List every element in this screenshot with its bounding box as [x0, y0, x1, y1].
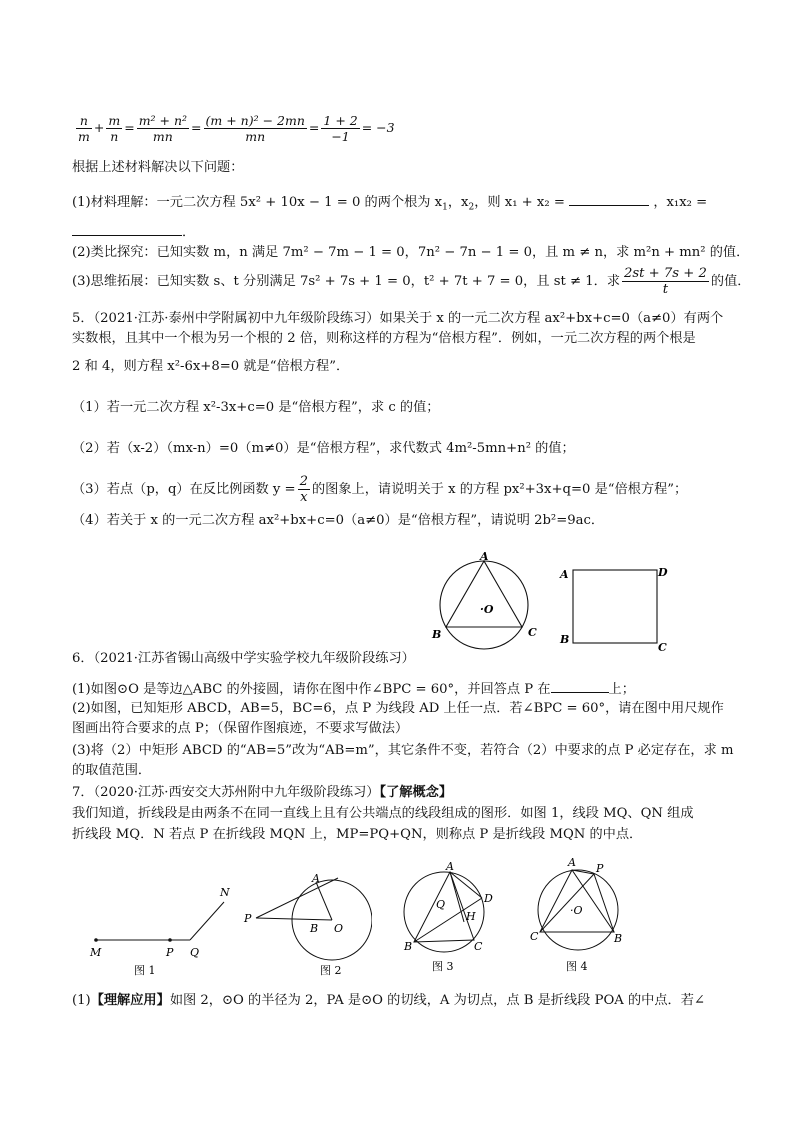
label-b: B	[310, 922, 319, 935]
label-a: A	[446, 862, 454, 873]
point-p	[168, 938, 172, 942]
segment-po	[256, 918, 332, 920]
q7-line1: 我们知道，折线段是由两条不在同一直线上且有公共端点的线段组成的图形．如图 1，线段 MQ、QN 组成	[72, 806, 694, 821]
figure-circle-triangle	[428, 550, 558, 650]
label-q: Q	[436, 898, 446, 911]
label-h: H	[466, 910, 476, 923]
label-a: A	[312, 872, 320, 885]
label-b: B	[560, 633, 570, 646]
q7-line2: 折线段 MQ．N 若点 P 在折线段 MQN 上，MP=PQ+QN，则称点 P 是折线段 MQN 的中点．	[72, 827, 643, 842]
q5-line3: 2 和 4，则方程 x²-6x+8=0 就是“倍根方程”．	[72, 359, 350, 374]
caption-fig2: 图 2	[320, 964, 342, 977]
frac-expanded: $\frac{\text{(m + n)² − 2mn}}{mn}$	[205, 113, 305, 144]
frac-n-over-m: $\frac{n}{m}$	[78, 113, 90, 144]
label-o: O	[334, 922, 344, 935]
label-c: C	[474, 940, 483, 953]
label-b: B	[432, 628, 442, 641]
answer-blank-product[interactable]	[72, 221, 182, 236]
label-o: ·O	[480, 603, 494, 616]
q6-part2b: 图画出符合要求的点 P；（保留作图痕迹，不要求写做法）	[72, 721, 409, 736]
label-p: P	[166, 946, 174, 959]
figure-2	[242, 872, 372, 982]
point-m	[94, 938, 98, 942]
q6-part1: (1)如图⊙O 是等边△ABC 的外接圆，请你在图中作∠BPC = 60°，并回答点 P 在 上；	[72, 678, 635, 699]
segment-qn	[190, 902, 224, 940]
intro-line: 根据上述材料解决以下问题：	[72, 160, 244, 175]
label-c: C	[530, 930, 539, 943]
q7-part1: (1)【理解应用】如图 2，⊙O 的半径为 2，PA 是⊙O 的切线，A 为切点，点 B 是折线段 POA 的中点．若∠	[72, 993, 705, 1008]
label-a: A	[560, 568, 569, 581]
figure-rectangle	[556, 560, 676, 660]
label-n: N	[220, 886, 230, 899]
q6-head: 6．（2021·江苏省锡山高级中学实验学校九年级阶段练习）	[72, 651, 415, 666]
label-a: A	[480, 550, 489, 563]
caption-fig1: 图 1	[134, 964, 156, 977]
q6-part2a: (2)如图，已知矩形 ABCD，AB=5，BC=6，点 P 为线段 AD 上任一点．若∠BPC = 60°，请在图中用尺规作	[72, 701, 724, 716]
label-b: B	[404, 940, 413, 953]
triangle-abc	[446, 561, 522, 627]
q5-line2: 实数根，且其中一个根为另一个根的 2 倍，则称这样的方程为“倍根方程”．例如，一元二次方程的两个根是	[72, 331, 696, 346]
tangent-pa	[256, 878, 338, 918]
q6-part3b: 的取值范围．	[72, 763, 152, 778]
frac-sum-squares: $\frac{\text{m² + n²}}{mn}$	[138, 113, 188, 144]
q5-line1: 5．（2021·江苏·泰州中学附属初中九年级阶段练习）如果关于 x 的一元二次方程 ax²+bx+c=0（a≠0）有两个	[72, 311, 724, 326]
label-c: C	[658, 641, 667, 654]
q4-part2: (2)类比探究：已知实数 m，n 满足 7m² − 7m − 1 = 0，7n² − 7n − 1 = 0，且 m ≠ n，求 m²n + mn² 的值．	[72, 245, 750, 260]
q5-part2: （2）若（x-2）（mx-n）=0（m≠0）是“倍根方程”，求代数式 4m²-5mn+n² 的值；	[72, 441, 575, 456]
q4-part1: (1)材料理解：一元二次方程 5x² + 10x − 1 = 0 的两个根为 $x_1$，$x_2$，则 x₁ + x₂ = ，x₁x₂ =	[72, 191, 707, 217]
answer-blank-p-location[interactable]	[551, 678, 609, 693]
q5-part3: （3）若点（p，q）在反比例函数 y = $\frac{2}{x}$ 的图象上，请说明关于 x 的方程 px²+3x+q=0 是“倍根方程”；	[72, 474, 688, 505]
frac-2-over-x: $\frac{2}{x}$	[299, 474, 308, 505]
top-formula: $\frac{n}{m}$ + $\frac{m}{n}$ = $\frac{\text{m² + n²}}{mn}$ = $\frac{\text{(m + n)² − 2mn}}{mn}$ = $\frac{1 + 2}{-1}$ = −3	[78, 113, 395, 144]
rectangle-abcd	[573, 570, 657, 643]
caption-fig3: 图 3	[432, 960, 454, 972]
q5-part1: （1）若一元二次方程 x²-3x+c=0 是“倍根方程”，求 c 的值；	[72, 400, 440, 415]
frac-q4-part3: $\frac{2st + 7s + 2}{t}$	[624, 266, 707, 297]
q4-part1-cont: ．	[72, 221, 195, 242]
caption-fig4: 图 4	[566, 960, 588, 972]
q7-head: 7．（2020·江苏·西安交大苏州附中九年级阶段练习）【了解概念】	[72, 785, 453, 800]
label-p: P	[596, 862, 604, 875]
figure-4	[526, 852, 636, 972]
label-o: ·O	[570, 904, 583, 917]
label-d: D	[484, 892, 493, 905]
label-b: B	[614, 932, 623, 945]
figure-3	[398, 862, 508, 972]
segment-pb	[594, 874, 614, 932]
figure-1	[84, 872, 244, 982]
label-m: M	[90, 946, 102, 959]
q6-part3a: (3)将（2）中矩形 ABCD 的“AB=5”改为“AB=m”，其它条件不变，若符合（2）中要求的点 P 必定存在，求 m	[72, 743, 734, 758]
label-q: Q	[190, 946, 200, 959]
segment-oa	[316, 882, 332, 920]
label-p: P	[244, 912, 252, 925]
label-d: D	[658, 566, 668, 579]
label-c: C	[528, 626, 537, 639]
frac-m-over-n: $\frac{m}{n}$	[108, 113, 121, 144]
q5-part4: （4）若关于 x 的一元二次方程 ax²+bx+c=0（a≠0）是“倍根方程”，请说明 2b²=9ac．	[72, 513, 605, 528]
frac-numeric: $\frac{1 + 2}{-1}$	[323, 113, 358, 144]
answer-blank-sum[interactable]	[569, 191, 649, 206]
q4-part3: (3)思维拓展：已知实数 s、t 分别满足 7s² + 7s + 1 = 0，t² + 7t + 7 = 0，且 st ≠ 1．求 $\frac{2st + 7s + 2}{t}$ 的值．	[72, 266, 751, 297]
label-a: A	[568, 856, 576, 869]
